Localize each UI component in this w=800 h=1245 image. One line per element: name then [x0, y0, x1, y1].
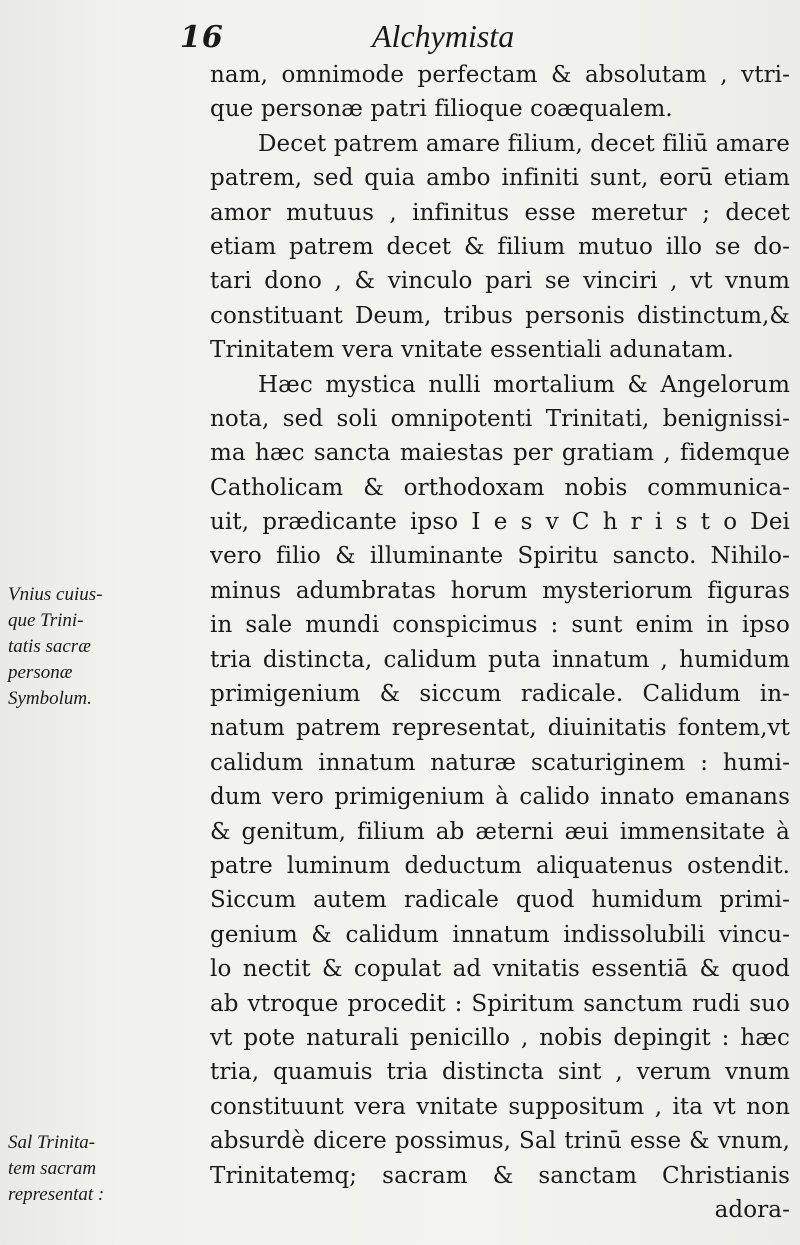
text-line: nota, sed soli omnipotenti Trinitati, benignissi- — [210, 405, 790, 432]
text-line: vero filio & illuminante Spiritu sancto. Nihilo- — [210, 543, 790, 570]
text-line: primigenium & siccum radicale. Calidum in- — [210, 681, 790, 708]
margin-note-line: tatis sacræ — [8, 636, 91, 657]
text-line: Catholicam & orthodoxam nobis communica- — [210, 474, 790, 501]
text-line: natum patrem representat, diuinitatis fontem,vt — [210, 715, 790, 742]
text-line: Decet patrem amare filium, decet filiū amare — [258, 130, 790, 157]
text-line: lo nectit & copulat ad vnitatis essentiā & quod — [210, 956, 790, 983]
text-line: Trinitatemq; sacram & sanctam Christianis — [210, 1162, 790, 1189]
margin-note-line: personæ — [8, 662, 73, 683]
margin-note-sal-trinitatem — [8, 1130, 204, 1208]
text-line: constituant Deum, tribus personis distinctum,& — [210, 302, 790, 329]
margin-note-line: Symbolum. — [8, 688, 92, 709]
text-line: amor mutuus , infinitus esse meretur ; decet — [210, 199, 790, 226]
text-line: tari dono , & vinculo pari se vinciri , vt vnum — [210, 268, 790, 295]
text-line: vt pote naturali penicillo , nobis depingit : hæc — [210, 1024, 790, 1051]
text-line: & genitum, filium ab æterni æui immensitate à — [210, 818, 790, 845]
text-line: nam, omnimode perfectam & absolutam , vtri- — [210, 62, 790, 88]
text-line: Hæc mystica nulli mortalium & Angelorum — [258, 371, 790, 398]
margin-note-line: tem sacram — [8, 1158, 97, 1179]
text-line: patrem, sed quia ambo infiniti sunt, eorū etiam — [210, 165, 790, 192]
main-text-block — [210, 58, 790, 1227]
text-line: constituunt vera vnitate suppositum , ita vt non — [210, 1093, 790, 1120]
text-line: absurdè dicere possimus, Sal trinū esse & vnum, — [210, 1128, 790, 1155]
text-line: uit, prædicante ipso I e s v C h r i s t o Dei — [210, 509, 790, 536]
margin-note-line: que Trini- — [8, 610, 84, 631]
text-line: calidum innatum naturæ scaturiginem : humi- — [210, 749, 790, 776]
margin-note-symbolum — [8, 582, 204, 712]
margin-note-line: Sal Trinita- — [8, 1132, 96, 1153]
text-line: genium & calidum innatum indissolubili vincu- — [210, 921, 790, 948]
running-title: Alchymista — [372, 18, 515, 54]
text-line: patre luminum deductum aliquatenus ostendit. — [210, 852, 790, 879]
text-line: ma hæc sancta maiestas per gratiam , fidemque — [210, 440, 790, 467]
margin-note-line: Vnius cuius- — [8, 584, 103, 605]
text-line: in sale mundi conspicimus : sunt enim in ipso — [210, 612, 790, 639]
text-line: Siccum autem radicale quod humidum primi- — [210, 887, 790, 914]
text-line: Trinitatem vera vnitate essentiali adunatam. — [210, 337, 734, 364]
text-line: tria distincta, calidum puta innatum , humidum — [210, 646, 790, 673]
margin-note-line: representat : — [8, 1184, 105, 1205]
page-number: 16 — [180, 20, 224, 55]
catchword: adora- — [714, 1196, 790, 1223]
text-line: ab vtroque procedit : Spiritum sanctum rudi suo — [210, 990, 790, 1017]
text-line: minus adumbratas horum mysteriorum figuras — [210, 577, 790, 604]
text-line: tria, quamuis tria distincta sint , verum vnum — [210, 1059, 790, 1086]
page-header — [0, 16, 800, 60]
text-line: dum vero primigenium à calido innato emanans — [210, 784, 790, 811]
text-line: etiam patrem decet & filium mutuo illo se do- — [210, 233, 790, 260]
text-line: que personæ patri filioque coæqualem. — [210, 96, 673, 123]
